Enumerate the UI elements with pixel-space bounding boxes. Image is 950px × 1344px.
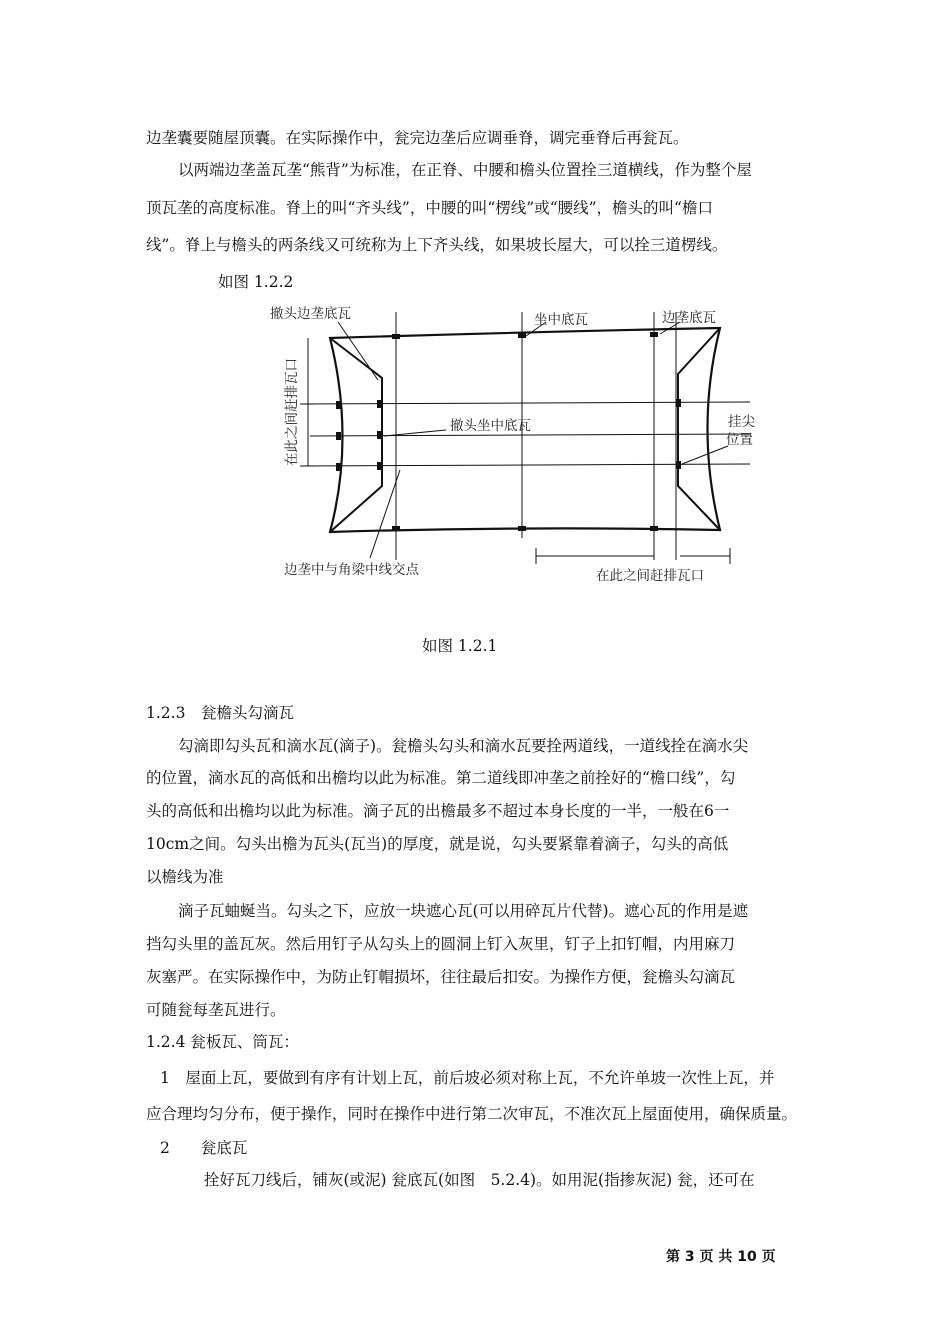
figure-reference: 如图 1.2.2	[218, 273, 294, 291]
label-center: 撤头坐中底瓦	[450, 418, 531, 434]
roof-tile-layout-diagram	[250, 298, 755, 598]
subsection-heading: 2 瓮底瓦	[160, 1139, 248, 1157]
section-heading: 1.2.3 瓮檐头勾滴瓦	[146, 704, 294, 722]
label-bottom-right: 在此之间赶排瓦口	[596, 568, 704, 584]
label-top-right: 边垄底瓦	[662, 310, 716, 326]
paragraph-line: 顶瓦垄的高度标准。脊上的叫“齐头线”，中腰的叫“楞线”或“腰线”，檐头的叫“檐口	[146, 199, 713, 217]
label-top-left: 撤头边垄底瓦	[270, 306, 351, 322]
paragraph-line: 1 屋面上瓦，要做到有序有计划上瓦，前后坡必须对称上瓦，不允许单坡一次性上瓦，并	[160, 1069, 775, 1087]
label-right-1: 挂尖	[728, 414, 755, 430]
page-footer: 第 3 页 共 10 页	[666, 1249, 776, 1265]
paragraph-line: 线”。脊上与檐头的两条线又可统称为上下齐头线，如果坡长屋大，可以拴三道楞线。	[146, 236, 728, 254]
paragraph-line: 滴子瓦蚰蜒当。勾头之下，应放一块遮心瓦(可以用碎瓦片代替)。遮心瓦的作用是遮	[178, 902, 749, 920]
paragraph-line: 可随瓮每垄瓦进行。	[146, 1001, 286, 1019]
paragraph-line: 应合理均匀分布，便于操作，同时在操作中进行第二次审瓦，不准次瓦上屋面使用，确保质量。	[146, 1105, 798, 1123]
figure-caption: 如图 1.2.1	[422, 637, 498, 655]
paragraph-line: 挡勾头里的盖瓦灰。然后用钉子从勾头上的圆洞上钉入灰里，钉子上扣钉帽，内用麻刀	[146, 935, 736, 953]
paragraph-line: 以檐线为准	[146, 868, 224, 886]
paragraph-line: 勾滴即勾头瓦和滴水瓦(滴子)。瓮檐头勾头和滴水瓦要拴两道线，一道线拴在滴水尖	[178, 737, 749, 755]
section-heading: 1.2.4 瓮板瓦、筒瓦：	[146, 1033, 299, 1051]
paragraph-line: 的位置，滴水瓦的高低和出檐均以此为标准。第二道线即冲垄之前拴好的“檐口线”，勾	[146, 769, 736, 787]
paragraph-line: 拴好瓦刀线后，铺灰(或泥) 瓮底瓦(如图 5.2.4)。如用泥(指掺灰泥) 瓮，还可在	[204, 1171, 755, 1189]
paragraph-line: 灰塞严。在实际操作中，为防止钉帽损坏，往往最后扣安。为操作方便，瓮檐头勾滴瓦	[146, 968, 736, 986]
label-bottom-left: 边垄中与角梁中线交点	[284, 562, 419, 578]
paragraph-line: 边垄囊要随屋顶囊。在实际操作中，瓮完边垄后应调垂脊，调完垂脊后再瓮瓦。	[146, 129, 689, 147]
label-right-2: 位置	[726, 432, 753, 448]
paragraph-line: 10cm之间。勾头出檐为瓦头(瓦当)的厚度，就是说，勾头要紧靠着滴子，勾头的高低	[146, 835, 729, 853]
paragraph-line: 以两端边垄盖瓦垄“熊背”为标准，在正脊、中腰和檐头位置拴三道横线，作为整个屋	[178, 161, 752, 179]
paragraph-line: 头的高低和出檐均以此为标准。滴子瓦的出檐最多不超过本身长度的一半，一般在6一	[146, 802, 730, 820]
label-top-center: 坐中底瓦	[534, 312, 588, 328]
label-left-vertical: 在此之间赶排瓦口	[284, 358, 300, 466]
